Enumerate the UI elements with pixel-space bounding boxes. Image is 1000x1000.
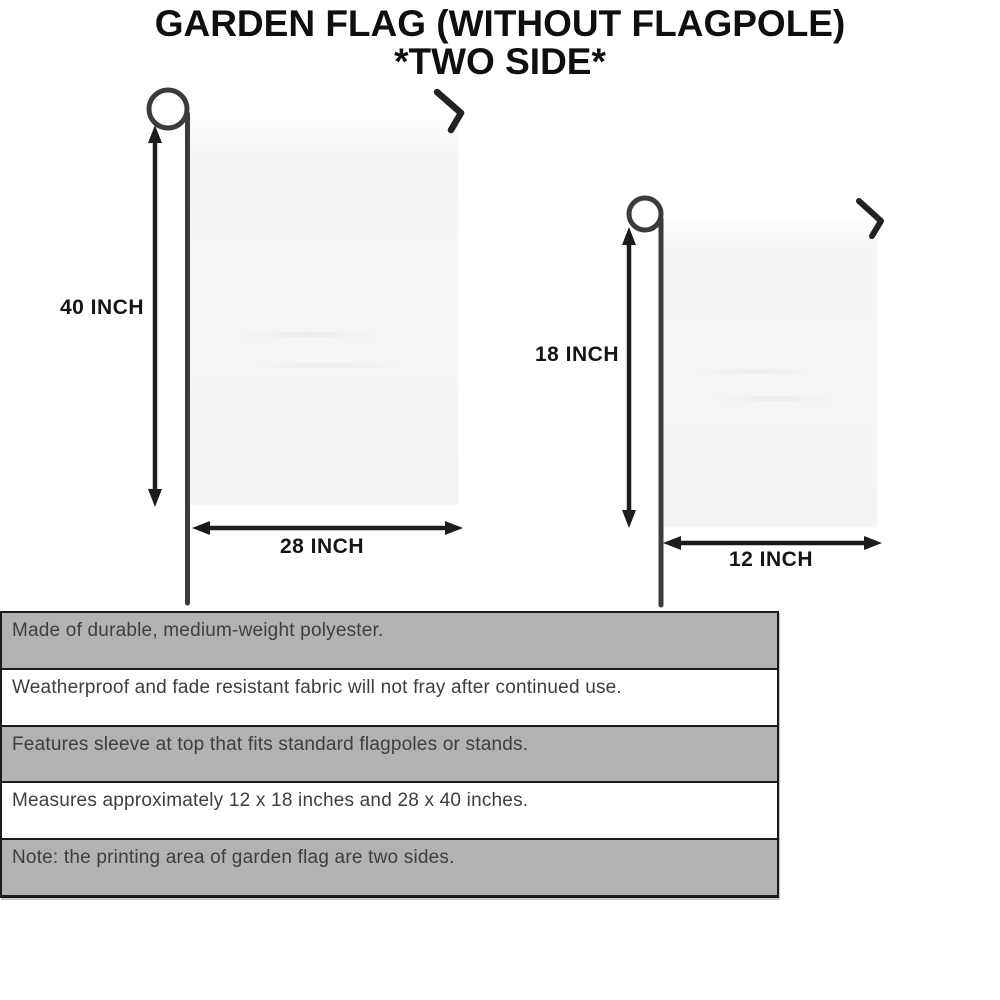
- large-flag-width-arrow: [192, 521, 463, 535]
- feature-row-sleeve: Features sleeve at top that fits standard flagpoles or stands.: [2, 727, 777, 784]
- large-flag-height-arrow: [148, 125, 162, 507]
- feature-row-measures: Measures approximately 12 x 18 inches and 28 x 40 inches.: [2, 783, 777, 840]
- feature-row-material: Made of durable, medium-weight polyester.: [2, 613, 777, 670]
- page-title-line2: *TWO SIDE*: [394, 41, 606, 83]
- large-flag-width-label: 28 INCH: [279, 535, 365, 558]
- large-flag-height-label: 40 INCH: [59, 296, 145, 319]
- small-flagpole: [629, 198, 661, 605]
- feature-list: [0, 611, 779, 898]
- page-title-line1: GARDEN FLAG (WITHOUT FLAGPOLE): [154, 3, 846, 44]
- small-flag-width-label: 12 INCH: [728, 548, 814, 571]
- feature-row-note: Note: the printing area of garden flag are two sides.: [2, 840, 777, 895]
- small-flag-hook-icon: [859, 201, 881, 236]
- small-flag-height-label: 18 INCH: [534, 343, 620, 366]
- large-flag-hook-icon: [437, 92, 461, 130]
- feature-row-weatherproof: Weatherproof and fade resistant fabric will not fray after continued use.: [2, 670, 777, 727]
- small-flag-height-arrow: [622, 227, 636, 528]
